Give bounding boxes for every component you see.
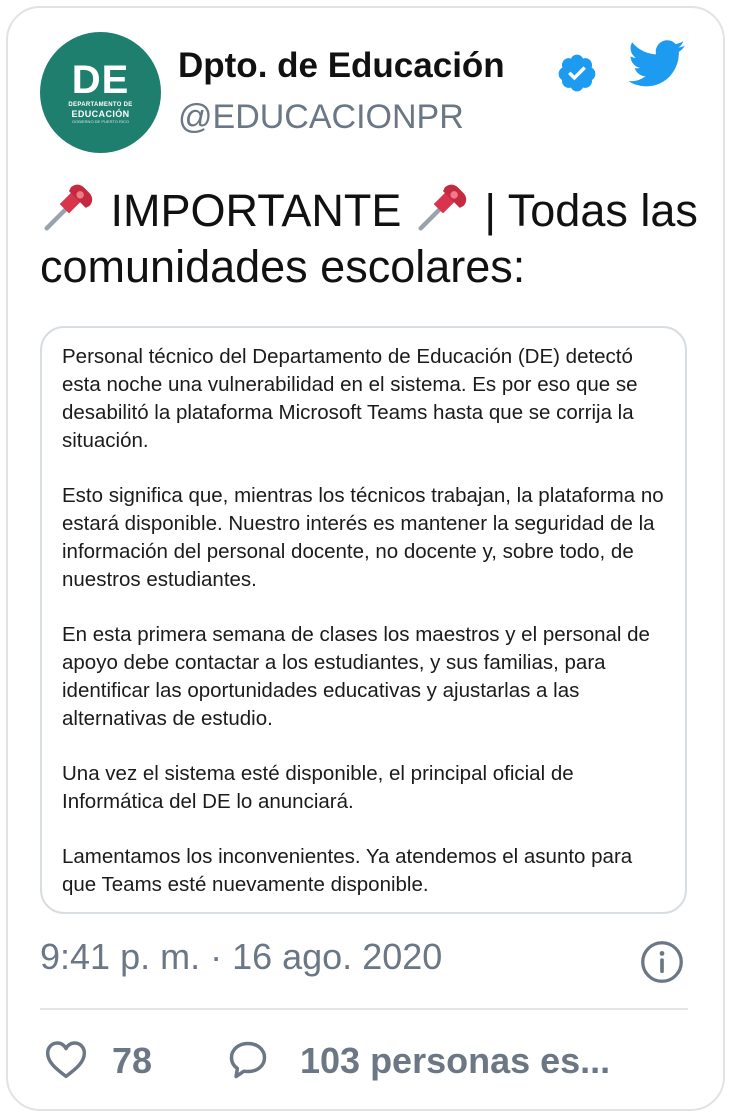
like-count: 78	[112, 1040, 153, 1081]
pushpin-icon	[40, 180, 98, 232]
headline-text-2: | Todas las comunidades escolares:	[40, 185, 698, 292]
headline-text-1: IMPORTANTE	[110, 185, 402, 236]
account-name[interactable]: Dpto. de Educación	[178, 46, 505, 85]
verified-badge-icon	[556, 52, 598, 94]
reply-bubble-icon[interactable]	[226, 1038, 270, 1082]
twitter-bird-icon[interactable]	[628, 40, 686, 88]
account-handle[interactable]: @EDUCACIONPR	[178, 98, 464, 136]
notice-paragraph: Una vez el sistema esté disponible, el principal oficial de Informática del DE lo anunciará.	[62, 762, 574, 813]
notice-paragraph: En esta primera semana de clases los maestros y el personal de apoyo debe contactar a los estudiantes, y sus familias, para identificar las oportunidades educativas y ajustarlas a las alternativas de estudio.	[62, 623, 650, 730]
notice-paragraph: Lamentamos los inconvenientes. Ya atendemos el asunto para que Teams esté nuevamente disponible.	[62, 845, 633, 896]
pushpin-icon	[414, 180, 472, 232]
talking-count[interactable]: 103 personas es...	[300, 1040, 611, 1081]
divider	[40, 1008, 688, 1010]
avatar[interactable]	[40, 32, 161, 153]
info-icon[interactable]	[640, 940, 684, 984]
tweet-headline	[40, 180, 700, 295]
avatar-logo-line2: EDUCACIÓN	[71, 109, 130, 119]
avatar-logo-line1: DEPARTAMENTO DE	[68, 102, 133, 108]
notice-image[interactable]	[40, 326, 687, 914]
avatar-logo-initials: DE	[71, 58, 130, 102]
notice-paragraph: Personal técnico del Departamento de Educación (DE) detectó esta noche una vulnerabilidad en el sistema. Es por eso que se desabilitó la plataforma Microsoft Teams hasta que se corrija la situación.	[62, 345, 638, 452]
notice-paragraph: Esto significa que, mientras los técnicos trabajan, la plataforma no estará disponible. Nuestro interés es mantener la seguridad de la información del personal docente, no docente y, sobre todo, de nuestros estudiantes.	[62, 484, 664, 591]
avatar-logo-line3: GOBIERNO DE PUERTO RICO	[72, 119, 129, 124]
tweet-timestamp[interactable]: 9:41 p. m. · 16 ago. 2020	[40, 936, 443, 977]
heart-icon[interactable]	[44, 1038, 88, 1080]
